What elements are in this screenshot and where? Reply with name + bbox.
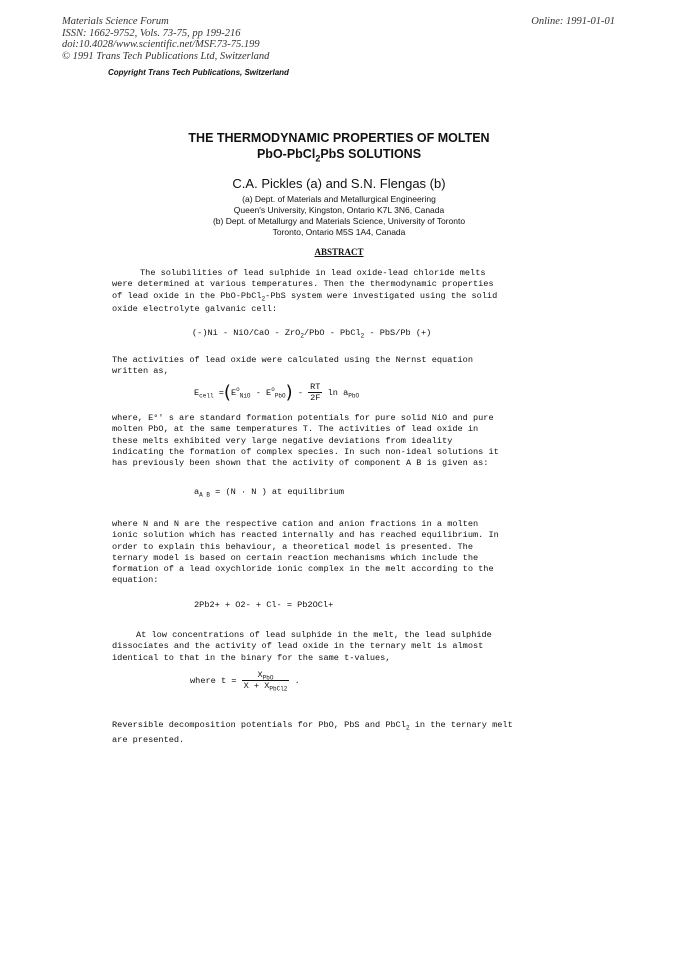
abstract-paragraph-3: where, E°' s are standard formation potentials for pure solid NiO and pure molten PbO, at the same temperatures T. The activities of lead oxide in these melts exhibited very large negative deviations from ideality indicating the formation of complex species. In such non-ideal solutions it has previously been shown that the activity of component A B is given as: bbox=[112, 413, 499, 469]
galvanic-cell-equation: (-)Ni - NiO/CaO - ZrO$_2$/PbO - PbCl$_2$ - PbS/Pb (+) bbox=[192, 328, 432, 340]
t-value-equation: where t = $\frac{X_{PbO}}{X + X_{PbCl2}}$ . bbox=[190, 670, 300, 693]
abstract-paragraph-5: At low concentrations of lead sulphide in the melt, the lead sulphide dissociates and the activity of lead oxide in the ternary melt is almost identical to that in the binary for the same t-values, bbox=[112, 630, 492, 663]
affiliation-line: (b) Dept. of Metallurgy and Materials Science, University of Toronto bbox=[212, 216, 466, 226]
citation-block bbox=[62, 16, 269, 62]
abstract-paragraph-1: The solubilities of lead sulphide in lead oxide-lead chloride melts were determined at various temperatures. Then the thermodynamic properties of lead oxide in the PbO-PbCl$_2$-PbS system were investigated using the solid oxide electrolyte galvanic cell: bbox=[112, 268, 498, 314]
abstract-heading: ABSTRACT bbox=[314, 247, 364, 257]
abstract-paragraph-2: The activities of lead oxide were calculated using the Nernst equation written as, bbox=[112, 355, 473, 377]
journal-name: Materials Science Forum bbox=[62, 16, 169, 27]
activity-equation: $a_{A B} = (N \cdot N$ ) at equilibrium bbox=[194, 487, 345, 499]
affiliation-line: (a) Dept. of Materials and Metallurgical Engineering bbox=[242, 194, 436, 204]
authors: C.A. Pickles (a) and S.N. Flengas (b) bbox=[232, 176, 446, 191]
issn-line: ISSN: 1662-9752, Vols. 73-75, pp 199-216 bbox=[62, 27, 241, 39]
doi-line: doi:10.4028/www.scientific.net/MSF.73-75.199 bbox=[62, 39, 260, 50]
nernst-equation: $E_{cell} =(E^o_{NiO} - E^o_{PbO})$ - $\frac{RT}{2F}$ $\ln a_{PbO}$ bbox=[194, 382, 360, 403]
title-line-1: THE THERMODYNAMIC PROPERTIES OF MOLTEN bbox=[188, 131, 490, 145]
paper-title bbox=[0, 130, 678, 162]
affiliations bbox=[0, 194, 678, 238]
affiliation-line: Queen's University, Kingston, Ontario K7L 3N6, Canada bbox=[233, 205, 445, 215]
complex-formation-reaction: 2Pb2+ + O2- + Cl- = Pb2OCl+ bbox=[194, 600, 334, 610]
publisher-copyright: © 1991 Trans Tech Publications Ltd, Switzerland bbox=[62, 50, 270, 62]
copyright-stamp: Copyright Trans Tech Publications, Switzerland bbox=[108, 68, 289, 77]
abstract-paragraph-6: Reversible decomposition potentials for PbO, PbS and PbCl$_2$ in the ternary melt are presented. bbox=[112, 720, 513, 746]
abstract-paragraph-4: where N and N are the respective cation and anion fractions in a molten ionic solution which has reacted internally and has reached equilibrium. In order to explain this behaviour, a theoretical model is presented. The ternary model is based on certain reaction mechanisms which include the formation of a lead oxychloride ionic complex in the melt according to the equation: bbox=[112, 519, 499, 586]
title-line-2: PbO-PbCl$_2$PbS SOLUTIONS bbox=[256, 147, 422, 164]
online-date: Online: 1991-01-01 bbox=[531, 16, 615, 27]
affiliation-line: Toronto, Ontario M5S 1A4, Canada bbox=[272, 227, 406, 237]
